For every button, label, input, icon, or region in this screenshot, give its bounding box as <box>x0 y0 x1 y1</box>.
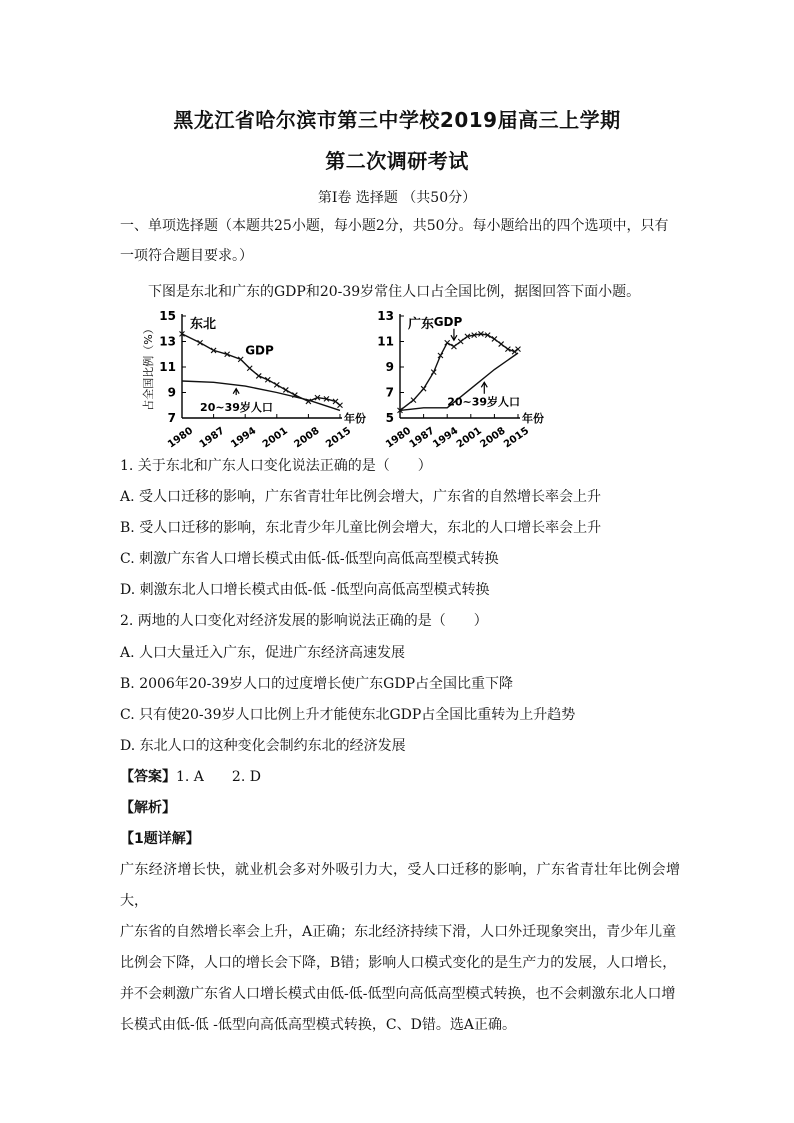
x-tick-label: 1994 <box>229 425 259 451</box>
page-title: 黑龙江省哈尔滨市第三中学校2019届高三上学期 <box>173 108 621 132</box>
figure-intro: 下图是东北和广东的GDP和20-39岁常住人口占全国比例，据图回答下面小题。 <box>148 284 641 300</box>
gdp-point-marker <box>411 398 416 403</box>
question-1-stem: 1. 关于东北和广东人口变化说法正确的是（ ） <box>120 458 432 474</box>
question-2-option-a: A. 人口大量迁入广东，促进广东经济高速发展 <box>120 645 406 661</box>
x-tick-label: 1987 <box>197 425 227 451</box>
question-1-option-c: C. 刺激广东省人口增长模式由低-低-低型向高低高型模式转换 <box>120 551 499 567</box>
y-tick-label: 7 <box>167 411 176 425</box>
x-tick-label: 1980 <box>384 425 414 451</box>
gdp-point-marker <box>198 340 203 345</box>
analysis-body <box>120 855 680 1041</box>
instruction-line-2: 一项符合题目要求。） <box>120 248 253 264</box>
x-axis-label: 年份 <box>522 412 544 425</box>
analysis-line-5: 长模式由低-低 -低型向高低高型模式转换，C、D错。选A正确。 <box>120 1017 516 1033</box>
y-tick-label: 11 <box>377 334 394 349</box>
gdp-label: GDP <box>433 315 463 330</box>
gdp-point-marker <box>283 387 288 392</box>
gdp-label: GDP <box>245 343 274 358</box>
instruction-line-1: 一、单项选择题（本题共25小题，每小题2分，共50分。每小题给出的四个选项中，只有 <box>120 218 669 234</box>
question-1-option-b: B. 受人口迁移的影响，东北青少年儿童比例会增大，东北的人口增长率会上升 <box>120 520 602 536</box>
analysis-line-3: 比例会下降，人口的增长会下降，B错；影响人口模式变化的是生产力的发展，人口增长， <box>120 955 677 971</box>
gdp-point-marker <box>458 339 463 344</box>
x-axis-label: 年份 <box>344 412 366 425</box>
question-2-option-c: C. 只有使20-39岁人口比例上升才能使东北GDP占全国比重转为上升趋势 <box>120 707 576 723</box>
y-tick-label: 13 <box>159 334 176 349</box>
detail-label: 【1题详解】 <box>120 831 200 847</box>
section-title: 第Ⅰ卷 选择题 （共50分） <box>317 190 477 206</box>
gdp-point-marker <box>274 382 279 387</box>
gdp-point-marker <box>421 386 426 391</box>
gdp-point-marker <box>516 347 521 352</box>
answer-text: 1. A 2. D <box>176 769 261 785</box>
question-1-option-a: A. 受人口迁移的影响，广东省青壮年比例会增大，广东省的自然增长率会上升 <box>120 489 602 505</box>
population-label: 20~39岁人口 <box>447 395 521 409</box>
x-tick-label: 2015 <box>324 425 354 451</box>
y-tick-label: 15 <box>159 309 176 323</box>
chart-northeast <box>140 308 366 451</box>
gdp-point-marker <box>492 336 497 341</box>
x-tick-label: 2008 <box>292 425 322 451</box>
analysis-label: 【解析】 <box>120 800 176 816</box>
gdp-point-marker <box>445 340 450 345</box>
x-tick-label: 2001 <box>454 425 484 451</box>
chart-guangdong <box>368 308 558 451</box>
analysis-line-2: 广东省的自然增长率会上升，A正确；东北经济持续下滑，人口外迁现象突出，青少年儿童 <box>120 924 677 940</box>
gdp-point-marker <box>499 342 504 347</box>
question-2-option-d: D. 东北人口的这种变化会制约东北的经济发展 <box>120 738 406 754</box>
panel-label: 广东 <box>408 317 435 332</box>
panel-label: 东北 <box>190 317 217 332</box>
y-tick-label: 13 <box>377 309 394 323</box>
y-tick-label: 7 <box>385 385 394 400</box>
analysis-line-4: 并不会刺激广东省人口增长模式由低-低-低型向高低高型模式转换，也不会刺激东北人口增 <box>120 986 676 1002</box>
y-axis-label: 占全国比例（%） <box>142 323 155 411</box>
question-2-stem: 2. 两地的人口变化对经济发展的影响说法正确的是（ ） <box>120 613 488 629</box>
x-tick-label: 2015 <box>502 425 532 451</box>
x-tick-label: 1980 <box>166 425 196 451</box>
answer-label: 【答案】 <box>120 769 176 785</box>
x-tick-label: 2008 <box>478 425 508 451</box>
gdp-point-marker <box>338 403 343 408</box>
population-label: 20~39岁人口 <box>200 400 273 414</box>
answer-line <box>120 767 261 787</box>
gdp-point-marker <box>451 344 456 349</box>
y-tick-label: 9 <box>385 360 394 374</box>
y-tick-label: 5 <box>385 411 394 425</box>
analysis-line-1: 广东经济增长快，就业机会多对外吸引力大，受人口迁移的影响，广东省青壮年比例会增大， <box>120 862 680 909</box>
question-1-option-d: D. 刺激东北人口增长模式由低-低 -低型向高低高型模式转换 <box>120 582 490 598</box>
x-tick-label: 2001 <box>260 425 290 451</box>
question-2-option-b: B. 2006年20-39岁人口的过度增长使广东GDP占全国比重下降 <box>120 676 514 692</box>
y-tick-label: 11 <box>159 360 176 374</box>
y-tick-label: 9 <box>167 385 176 400</box>
gdp-point-marker <box>247 366 252 371</box>
x-tick-label: 1994 <box>431 425 461 451</box>
page-subtitle: 第二次调研考试 <box>325 149 469 173</box>
x-tick-label: 1987 <box>407 425 437 451</box>
